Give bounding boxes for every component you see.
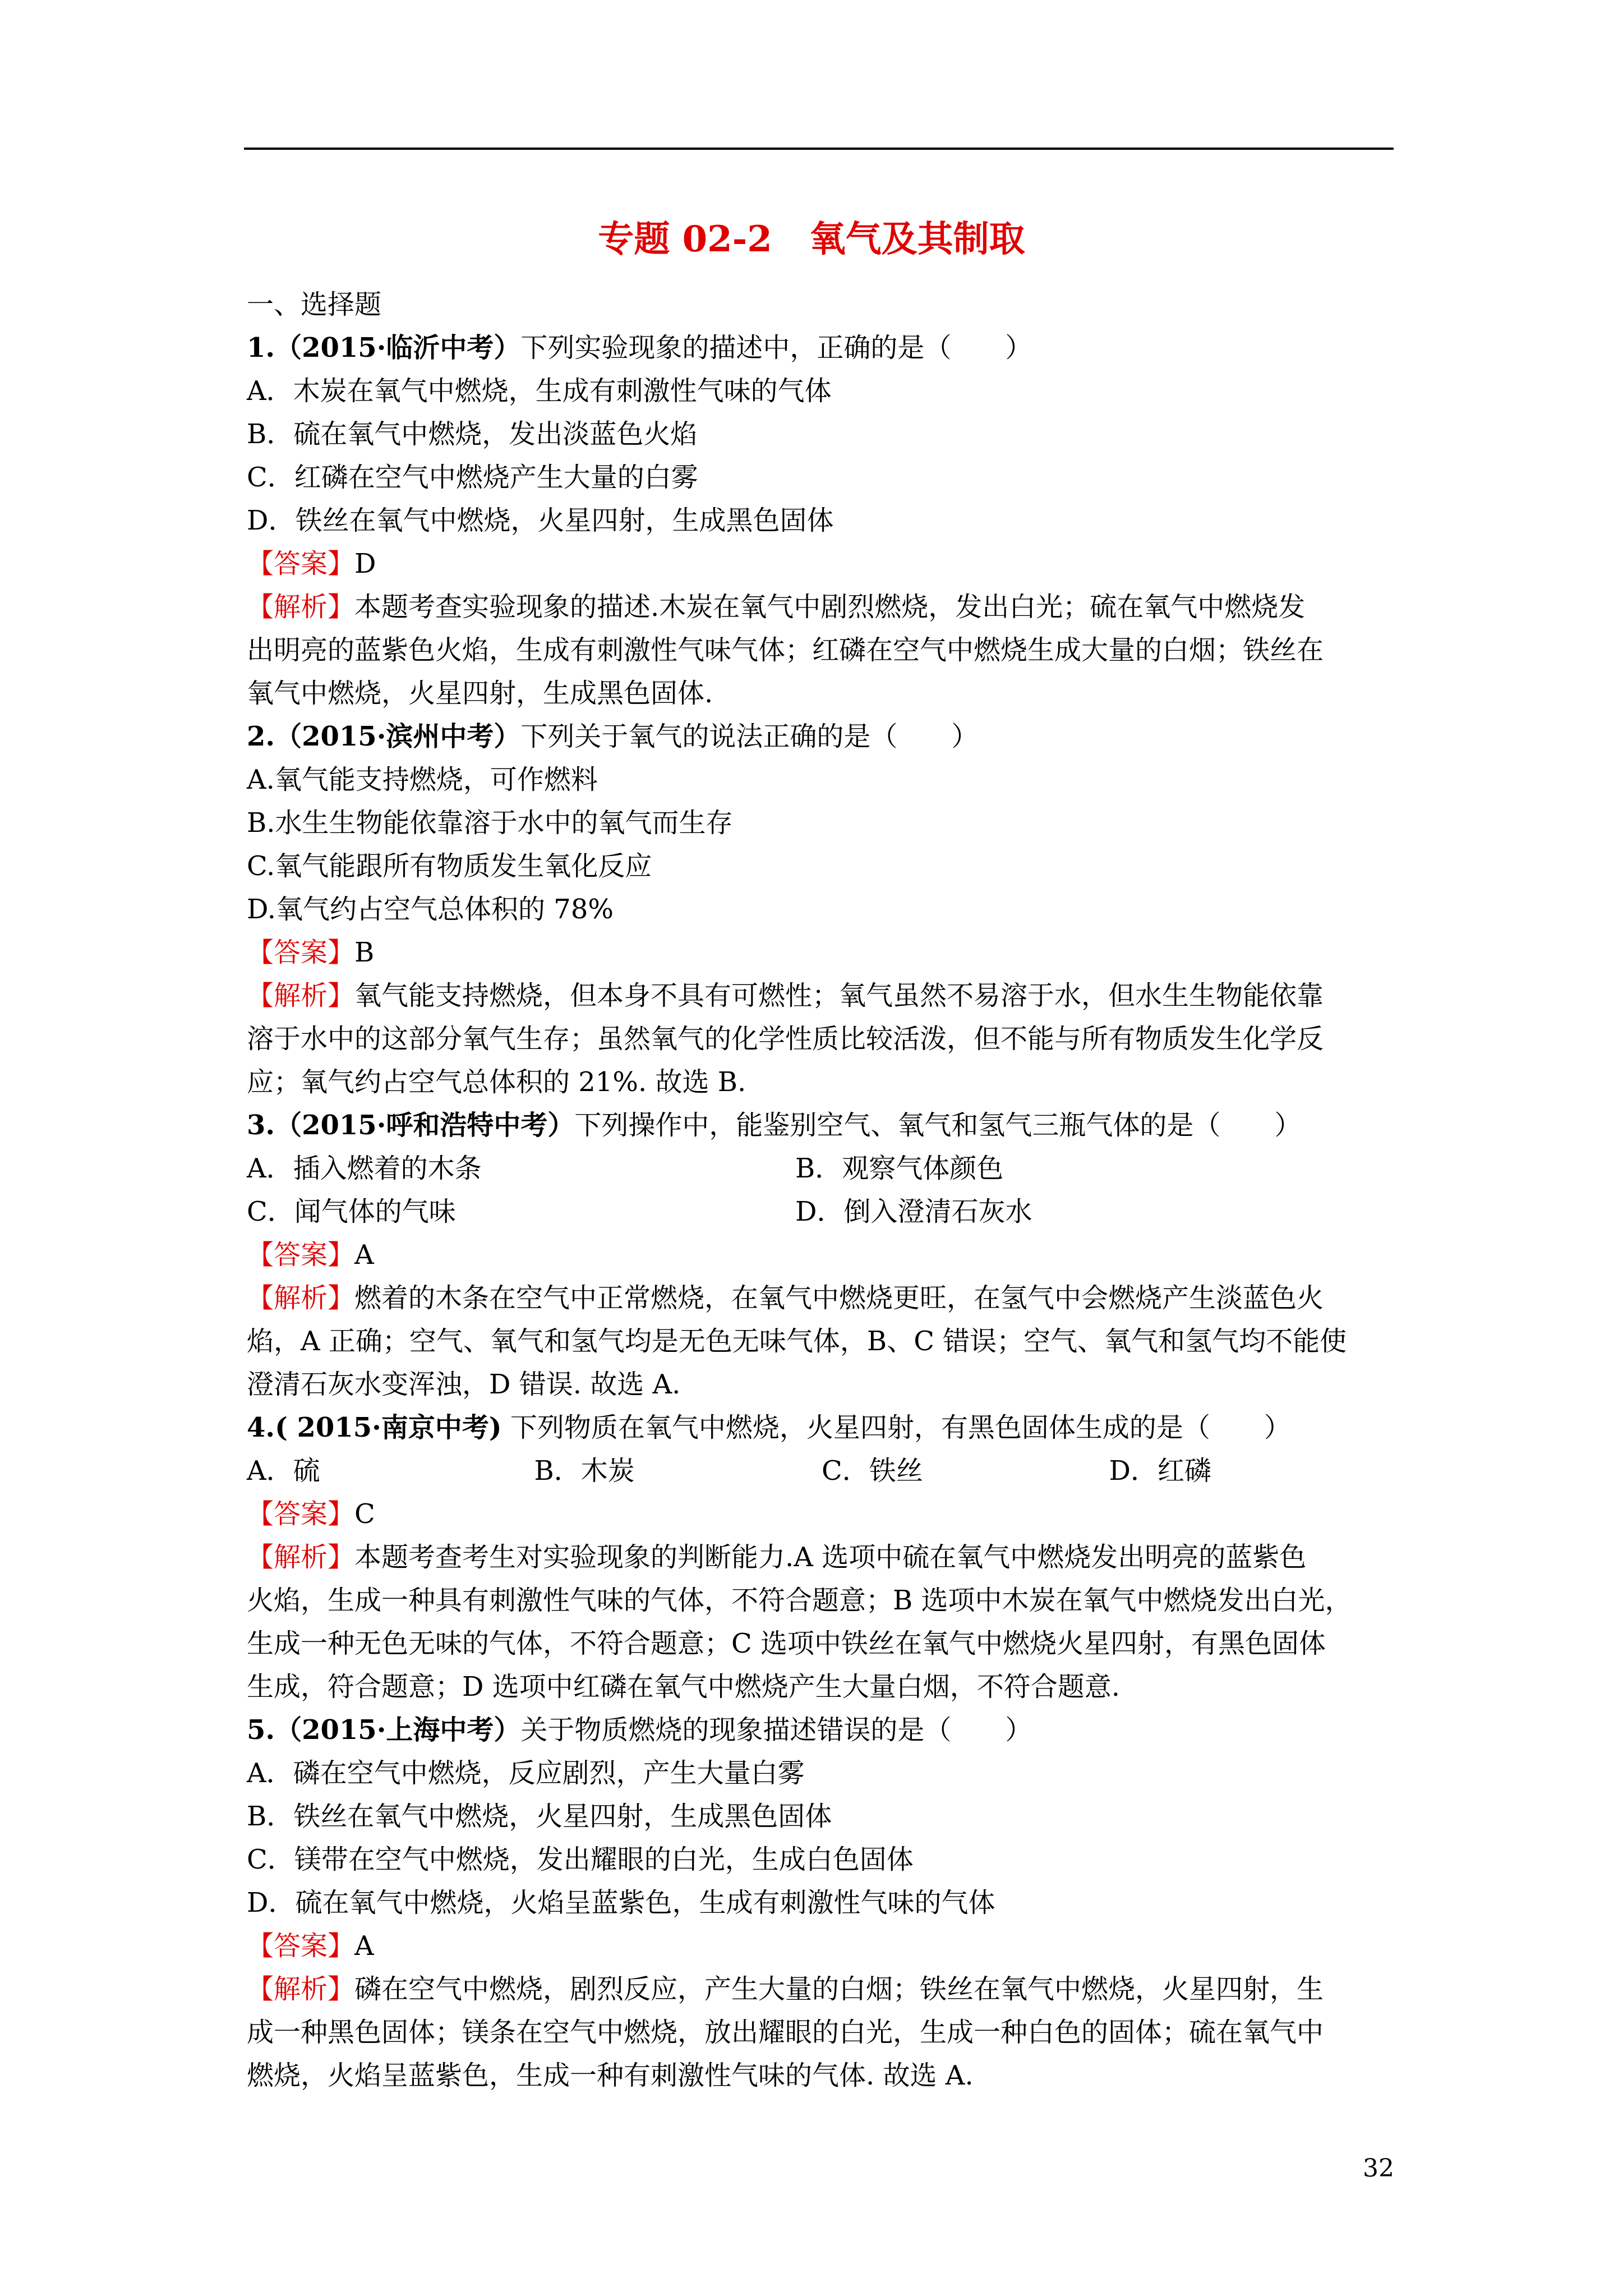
- question-option: D．红磷: [1109, 1455, 1211, 1487]
- question-source: （2015·临沂中考）: [275, 332, 521, 364]
- question-stem: [247, 326, 1396, 370]
- question-option: C．镁带在空气中燃烧，发出耀眼的白光，生成白色固体: [247, 1844, 914, 1875]
- analysis-text: 火焰，生成一种具有刺激性气味的气体，不符合题意；B 选项中木炭在氧气中燃烧发出白光，: [247, 1585, 1352, 1616]
- question-number: 3.: [247, 1110, 275, 1141]
- analysis-tag: 【解析】: [247, 980, 355, 1011]
- question-source: ( 2015·南京中考): [275, 1412, 502, 1443]
- question-option: C.氧气能跟所有物质发生氧化反应: [247, 850, 652, 882]
- question-option: D．倒入澄清石灰水: [795, 1196, 1032, 1227]
- analysis-tag: 【解析】: [247, 1282, 355, 1314]
- page-number: 32: [1363, 2154, 1394, 2183]
- question-option: B．硫在氧气中燃烧，发出淡蓝色火焰: [247, 418, 698, 450]
- answer-value: C: [354, 1498, 375, 1530]
- question-option: A．木炭在氧气中燃烧，生成有刺激性气味的气体: [247, 375, 832, 407]
- analysis-text: 出明亮的蓝紫色火焰，生成有刺激性气味气体；红磷在空气中燃烧生成大量的白烟；铁丝在: [247, 634, 1324, 666]
- question-number: 4.: [247, 1412, 275, 1443]
- question-number: 2.: [247, 721, 275, 752]
- question-text: 下列实验现象的描述中，正确的是（ ）: [520, 332, 1032, 364]
- question-option: B．木炭: [534, 1455, 635, 1487]
- question-text: 下列物质在氧气中燃烧，火星四射，有黑色固体生成的是（ ）: [501, 1412, 1291, 1443]
- question-source: （2015·上海中考）: [275, 1714, 521, 1746]
- question-number: 5.: [247, 1714, 275, 1746]
- question-number: 1.: [247, 332, 275, 364]
- question-option: A．硫: [247, 1455, 320, 1487]
- question-option: D．硫在氧气中燃烧，火焰呈蓝紫色，生成有刺激性气味的气体: [247, 1887, 995, 1918]
- question-option: C．红磷在空气中燃烧产生大量的白雾: [247, 462, 698, 493]
- question-option: A．插入燃着的木条: [247, 1153, 482, 1184]
- option-row: [247, 1147, 1396, 1190]
- analysis-line: [247, 974, 1396, 1018]
- document-body: [247, 283, 1396, 2097]
- answer-tag: 【答案】: [247, 937, 355, 968]
- question-option: C．铁丝: [822, 1455, 923, 1487]
- question-option: B.水生生物能依靠溶于水中的氧气而生存: [247, 807, 733, 839]
- analysis-text: 本题考查实验现象的描述.木炭在氧气中剧烈燃烧，发出白光；硫在氧气中燃烧发: [354, 591, 1306, 623]
- analysis-tag: 【解析】: [247, 1973, 355, 2005]
- page-title: 专题 02-2 氧气及其制取: [598, 218, 1025, 260]
- answer-value: A: [354, 1930, 374, 1962]
- analysis-text: 焰，A 正确；空气、氧气和氢气均是无色无味气体，B、C 错误；空气、氧气和氢气均不能使: [247, 1326, 1347, 1357]
- answer-tag: 【答案】: [247, 548, 355, 579]
- analysis-tag: 【解析】: [247, 1542, 355, 1573]
- answer-value: B: [354, 937, 375, 968]
- answer-line: [247, 931, 1396, 974]
- analysis-text: 应；氧气约占空气总体积的 21%. 故选 B.: [247, 1066, 746, 1098]
- analysis-line: [247, 1536, 1396, 1579]
- analysis-text: 澄清石灰水变浑浊，D 错误. 故选 A.: [247, 1369, 681, 1400]
- question-text: 下列操作中，能鉴别空气、氧气和氢气三瓶气体的是（ ）: [574, 1110, 1302, 1141]
- analysis-line: [247, 1968, 1396, 2011]
- answer-value: A: [354, 1239, 374, 1271]
- question-text: 下列关于氧气的说法正确的是（ ）: [520, 721, 979, 752]
- answer-line: [247, 1234, 1396, 1277]
- question-stem: [247, 1709, 1396, 1752]
- question-option: A.氧气能支持燃烧，可作燃料: [247, 764, 598, 795]
- analysis-line: [247, 586, 1396, 629]
- analysis-text: 磷在空气中燃烧，剧烈反应，产生大量的白烟；铁丝在氧气中燃烧，火星四射，生: [354, 1973, 1324, 2005]
- question-source: （2015·呼和浩特中考）: [275, 1110, 575, 1141]
- question-option: C．闻气体的气味: [247, 1196, 456, 1227]
- analysis-text: 本题考查考生对实验现象的判断能力.A 选项中硫在氧气中燃烧发出明亮的蓝紫色: [354, 1542, 1307, 1573]
- question-stem: [247, 1406, 1396, 1450]
- question-option: B．铁丝在氧气中燃烧，火星四射，生成黑色固体: [247, 1801, 832, 1832]
- answer-line: [247, 542, 1396, 586]
- analysis-text: 溶于水中的这部分氧气生存；虽然氧气的化学性质比较活泼，但不能与所有物质发生化学反: [247, 1023, 1324, 1055]
- answer-value: D: [354, 548, 376, 579]
- question-text: 关于物质燃烧的现象描述错误的是（ ）: [520, 1714, 1032, 1746]
- question-option: D．铁丝在氧气中燃烧，火星四射，生成黑色固体: [247, 505, 834, 536]
- answer-line: [247, 1493, 1396, 1536]
- answer-tag: 【答案】: [247, 1498, 355, 1530]
- option-row: [247, 1190, 1396, 1234]
- analysis-line: [247, 1277, 1396, 1320]
- option-row: [247, 1450, 1396, 1493]
- answer-tag: 【答案】: [247, 1239, 355, 1271]
- answer-line: [247, 1925, 1396, 1968]
- analysis-text: 氧气中燃烧，火星四射，生成黑色固体.: [247, 678, 713, 709]
- question-option: A．磷在空气中燃烧，反应剧烈，产生大量白雾: [247, 1757, 805, 1789]
- header-rule: [244, 148, 1394, 150]
- question-option: D.氧气约占空气总体积的 78%: [247, 894, 614, 925]
- analysis-text: 成一种黑色固体；镁条在空气中燃烧，放出耀眼的白光，生成一种白色的固体；硫在氧气中: [247, 2017, 1324, 2048]
- analysis-text: 燃烧，火焰呈蓝紫色，生成一种有刺激性气味的气体. 故选 A.: [247, 2060, 974, 2091]
- question-source: （2015·滨州中考）: [275, 721, 521, 752]
- section-heading: 一、选择题: [247, 289, 382, 320]
- question-stem: [247, 1104, 1396, 1147]
- answer-tag: 【答案】: [247, 1930, 355, 1962]
- analysis-tag: 【解析】: [247, 591, 355, 623]
- question-option: B．观察气体颜色: [795, 1153, 1004, 1184]
- analysis-text: 生成一种无色无味的气体，不符合题意；C 选项中铁丝在氧气中燃烧火星四射，有黑色固体: [247, 1628, 1326, 1659]
- analysis-text: 燃着的木条在空气中正常燃烧，在氧气中燃烧更旺，在氢气中会燃烧产生淡蓝色火: [354, 1282, 1324, 1314]
- analysis-text: 生成，符合题意；D 选项中红磷在氧气中燃烧产生大量白烟，不符合题意.: [247, 1671, 1121, 1703]
- analysis-text: 氧气能支持燃烧，但本身不具有可燃性；氧气虽然不易溶于水，但水生生物能依靠: [354, 980, 1324, 1011]
- question-stem: [247, 715, 1396, 758]
